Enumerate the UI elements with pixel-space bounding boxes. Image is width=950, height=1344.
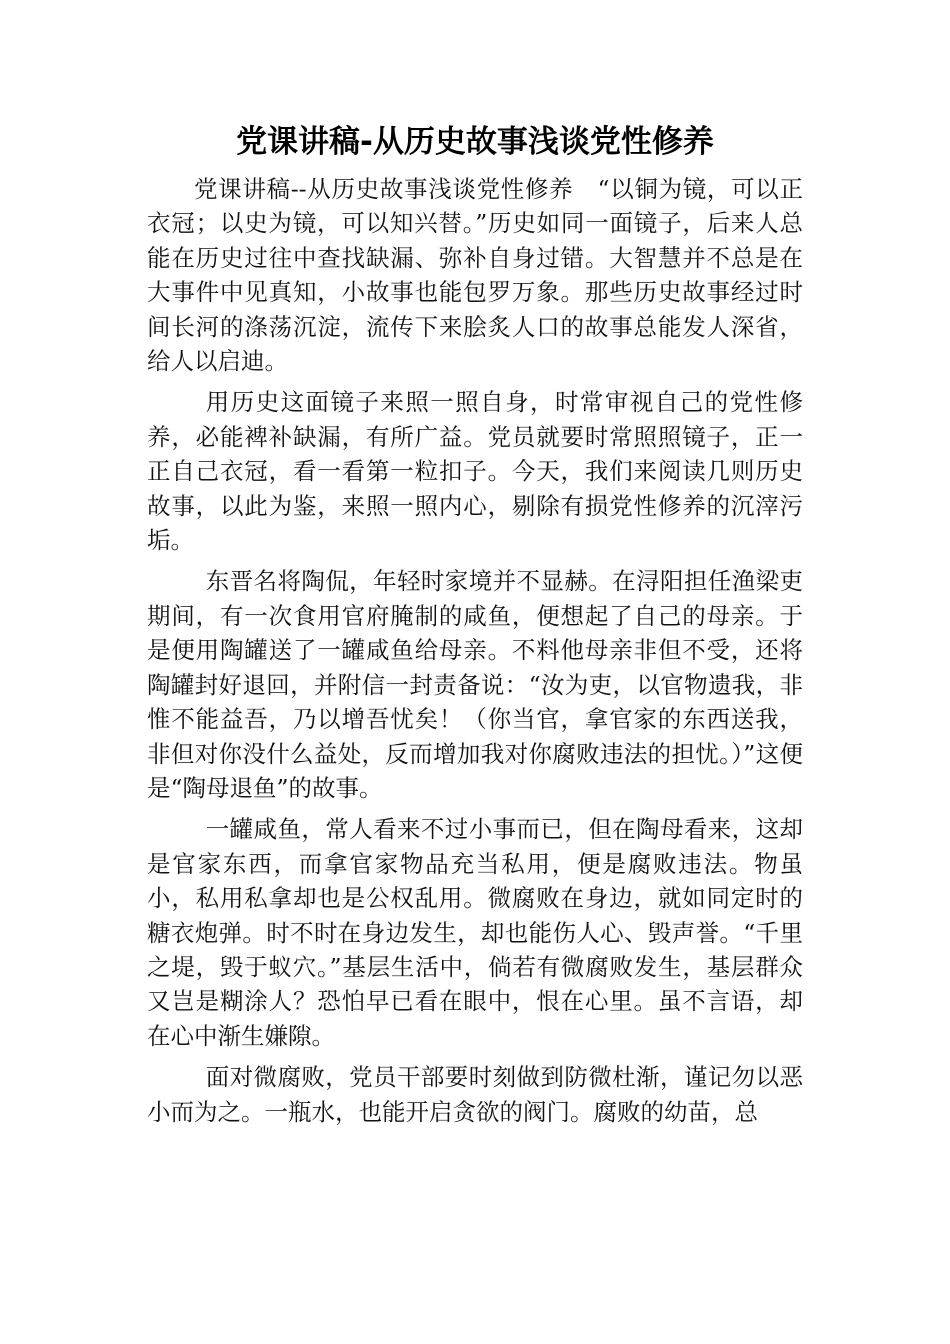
paragraph-mirror: 用历史这面镜子来照一照自身，时常审视自己的党性修养，必能裨补缺漏，有所广益。党员就要时常照照镜子，正一正自己衣冠，看一看第一粒扣子。今天，我们来阅读几则历史故事，以此为鉴，来照一照内心，剔除有损党性修养的沉滓污垢。	[147, 388, 803, 555]
paragraph-salted-fish: 一罐咸鱼，常人看来不过小事而已，但在陶母看来，这却是官家东西，而拿官家物品充当私用，便是腐败违法。物虽小，私用私拿却也是公权乱用。微腐败在身边，就如同定时的糖衣炮弹。时不时在身边发生，却也能伤人心、毁声誉。“千里之堤，毁于蚁穴。”基层生活中，倘若有微腐败发生，基层群众又岂是糊涂人？恐怕早已看在眼中，恨在心里。虽不言语，却在心中渐生嫌隙。	[147, 815, 803, 1050]
document-body	[147, 172, 803, 1136]
paragraph-micro-corruption: 面对微腐败，党员干部要时刻做到防微杜渐，谨记勿以恶小而为之。一瓶水，也能开启贪欲的阀门。腐败的幼苗，总	[147, 1063, 803, 1126]
paragraph-intro: 党课讲稿--从历史故事浅谈党性修养 “以铜为镜，可以正衣冠；以史为镜，可以知兴替。”历史如同一面镜子，后来人总能在历史过往中查找缺漏、弥补自身过错。大智慧并不总是在大事件中见真知，小故事也能包罗万象。那些历史故事经过时间长河的涤荡沉淀，流传下来脍炙人口的故事总能发人深省，给人以启迪。	[147, 175, 803, 376]
document-title: 党课讲稿-从历史故事浅谈党性修养	[236, 124, 714, 160]
paragraph-tao-kan-story: 东晋名将陶侃，年轻时家境并不显赫。在浔阳担任渔梁吏期间，有一次食用官府腌制的咸鱼，便想起了自己的母亲。于是便用陶罐送了一罐咸鱼给母亲。不料他母亲非但不受，还将陶罐封好退回，并附信一封责备说：“汝为吏，以官物遗我，非惟不能益吾，乃以增吾忧矣！（你当官，拿官家的东西送我，非但对你没什么益处，反而增加我对你腐败违法的担忧。）”这便是“陶母退鱼”的故事。	[147, 567, 803, 802]
